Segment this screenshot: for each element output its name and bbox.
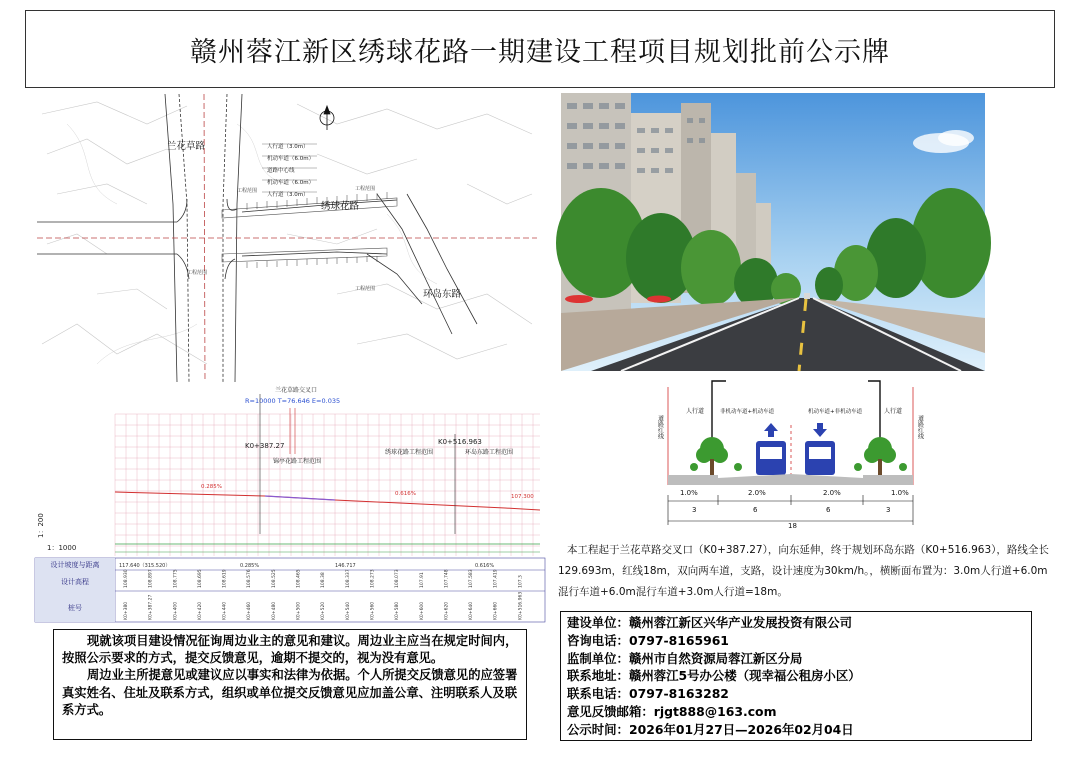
legend-item: 人行道（3.0m） [267, 144, 309, 150]
scale-label: 1：1000 [47, 544, 77, 552]
legend-item: 机动车道（6.0m） [267, 156, 315, 162]
slope-label: 2.0% [823, 489, 841, 497]
legend-item: 人行道（3.0m） [267, 192, 309, 198]
slope-value: 117.640（315.520） [119, 563, 171, 569]
notice-paragraph: 周边业主所提意见或建议应以事实和法律为依据。个人所提交反馈意见的应签署真实姓名、住址及联系方式，组织或单位提交反馈意见应加盖公章、注明联系人及联系方式。 [62, 667, 518, 717]
elevation-value: 108.695 [197, 569, 203, 588]
elevation-value: 107.419 [493, 569, 499, 588]
contact-row [567, 614, 1031, 632]
station-value: K0+516.963 [518, 591, 524, 620]
vertical-curve-line [265, 496, 335, 500]
profile-grid [115, 414, 540, 556]
elevation-value: 108.930 [124, 569, 129, 588]
slope-label: 2.0% [748, 489, 766, 497]
station-value: K0+380 [124, 601, 129, 620]
email-link[interactable]: rjgt888@163.com [653, 703, 777, 719]
elevation-value: 108.337 [345, 569, 351, 588]
station-value: K0+440 [222, 601, 228, 620]
contact-label: 监制单位： [567, 650, 629, 666]
k-end-label: K0+516.963 [438, 438, 482, 446]
range-label-2: 绣球花路工程范围 [385, 449, 434, 456]
project-description: 本工程起于兰花草路交叉口（K0+387.27），向东延伸，终于规划环岛东路（K0+516.963），路线全长129.693m，红线18m，双向两车道，支路，设计速度为30km/h。，横断面布置为：3.0m人行道+6.0m混行车道+6.0m混行车道+3.0m人行道=18m。 [558, 544, 1049, 598]
width-label: 3 [692, 506, 697, 514]
end-elevation-label: 107.300 [511, 494, 534, 500]
station-value: K0+420 [197, 601, 203, 620]
section-label: 非机动车道+机动车道 [720, 409, 775, 415]
bus-icon [756, 423, 786, 475]
contact-row [567, 650, 1031, 668]
elevation-value: 108.897 [148, 569, 154, 588]
design-grade-line [115, 492, 540, 510]
station-value: K0+520 [321, 601, 327, 620]
contact-box [560, 611, 1032, 741]
section-label: 人行道 [686, 408, 705, 415]
station-value: K0+540 [345, 601, 351, 620]
range-label-1: 锦亭花路工程范围 [273, 458, 322, 465]
page-title: 赣州蓉江新区绣球花路一期建设工程项目规划批前公示牌 [190, 36, 890, 68]
elevation-value: 107.3 [518, 575, 524, 588]
contact-row [567, 703, 1031, 721]
elevation-value: 108.619 [222, 569, 228, 588]
station-value: K0+400 [173, 601, 179, 620]
scale-label-vertical: 1：200 [37, 513, 45, 538]
station-value: K0+600 [419, 601, 425, 620]
elevation-value: 108.525 [271, 569, 277, 588]
elevation-value: 108.775 [173, 569, 179, 588]
total-width-label: 18 [788, 522, 797, 530]
curve-label: R=10000 T=76.646 E=0.035 [245, 397, 341, 405]
station-value: K0+620 [444, 601, 450, 620]
road-label-huandaodong: 环岛东路 [423, 289, 462, 300]
side-label-right: 道路红线 [916, 415, 924, 439]
row-label: 设计坡度与距离 [50, 561, 100, 569]
notice-paragraph: 现就该项目建设情况征询周边业主的意见和建议。周边业主应当在规定时间内，按照公示要求的方式，提交反馈意见，逾期不提交的，视为没有意见。 [62, 633, 518, 666]
contact-row [567, 721, 1031, 739]
contact-value: 赣州蓉江5号办公楼（现幸福公租房小区） [628, 668, 861, 684]
legend-item: 机动车道（6.0m） [267, 180, 315, 186]
contact-label: 联系地址： [567, 668, 629, 684]
row-label: 桩号 [68, 604, 82, 612]
station-value: K0+640 [469, 601, 475, 620]
contact-label: 公示时间： [567, 721, 629, 737]
longitudinal-profile [35, 384, 545, 624]
contact-label: 意见反馈邮箱： [567, 703, 654, 719]
section-label: 人行道 [884, 408, 903, 415]
contact-value: 0797-8163282 [628, 686, 729, 702]
profile-top-label: 兰花草路交叉口 [275, 387, 318, 394]
range-label: 工程范围 [355, 286, 376, 292]
width-label: 6 [826, 506, 831, 514]
contact-label: 咨询电话： [567, 632, 629, 648]
range-label: 工程范围 [355, 186, 376, 192]
elevation-value: 107.748 [444, 569, 450, 588]
station-value: K0+660 [493, 601, 499, 620]
width-label: 6 [753, 506, 758, 514]
slope-value: 0.285% [240, 563, 260, 569]
road-label-xiuqiuhua: 绣球花路 [321, 201, 360, 212]
slope-value: 146.717 [335, 563, 356, 569]
elevation-value: 107.91 [419, 572, 425, 588]
slope-value: 0.616% [475, 563, 495, 569]
site-plan [37, 94, 537, 382]
k-start-label: K0+387.27 [245, 442, 285, 450]
bus-icon [805, 423, 835, 475]
elevation-value: 108.38 [321, 572, 327, 588]
contact-row [567, 667, 1031, 685]
section-label: 机动车道+非机动车道 [808, 409, 863, 415]
width-label: 3 [886, 506, 891, 514]
elevation-value: 108.576 [247, 569, 253, 588]
station-value: K0+500 [296, 601, 302, 620]
contact-label: 建设单位： [567, 615, 629, 630]
elevation-value: 107.583 [469, 569, 475, 588]
station-value: K0+480 [271, 601, 277, 620]
station-value: K0+387.27 [148, 594, 154, 620]
range-label: 工程范围 [187, 270, 208, 276]
grade-label-2: 0.616% [395, 491, 416, 497]
side-label-left: 道路红线 [656, 415, 664, 439]
street-rendering [561, 93, 985, 371]
grade-label-1: 0.285% [201, 484, 222, 490]
elevation-value: 108.465 [296, 569, 302, 588]
contact-row [567, 632, 1031, 650]
contact-value: 2026年01月27日—2026年02月04日 [628, 721, 854, 737]
slope-label: 1.0% [680, 489, 698, 497]
range-label-3: 环岛东路工程范围 [465, 449, 514, 456]
notice-box [53, 629, 527, 740]
cross-section [658, 375, 940, 535]
legend-item: 道路中心线 [267, 168, 295, 174]
profile-table [35, 558, 545, 622]
contact-value: 赣州蓉江新区兴华产业发展投资有限公司 [628, 615, 852, 630]
slope-label: 1.0% [891, 489, 909, 497]
road-label-lanhuacao: 兰花草路 [167, 141, 206, 152]
station-value: K0+580 [395, 601, 401, 620]
elevation-value: 108.073 [395, 569, 401, 588]
contact-row [567, 685, 1031, 703]
row-label: 设计高程 [61, 578, 89, 586]
station-value: K0+460 [247, 601, 253, 620]
title-box [25, 10, 1055, 88]
contact-value: 赣州市自然资源局蓉江新区分局 [628, 650, 803, 666]
station-value: K0+560 [370, 601, 376, 620]
range-label: 工程范围 [237, 188, 258, 194]
contact-value: 0797-8165961 [628, 632, 729, 648]
elevation-value: 108.273 [370, 569, 376, 588]
contact-label: 联系电话： [567, 686, 629, 702]
